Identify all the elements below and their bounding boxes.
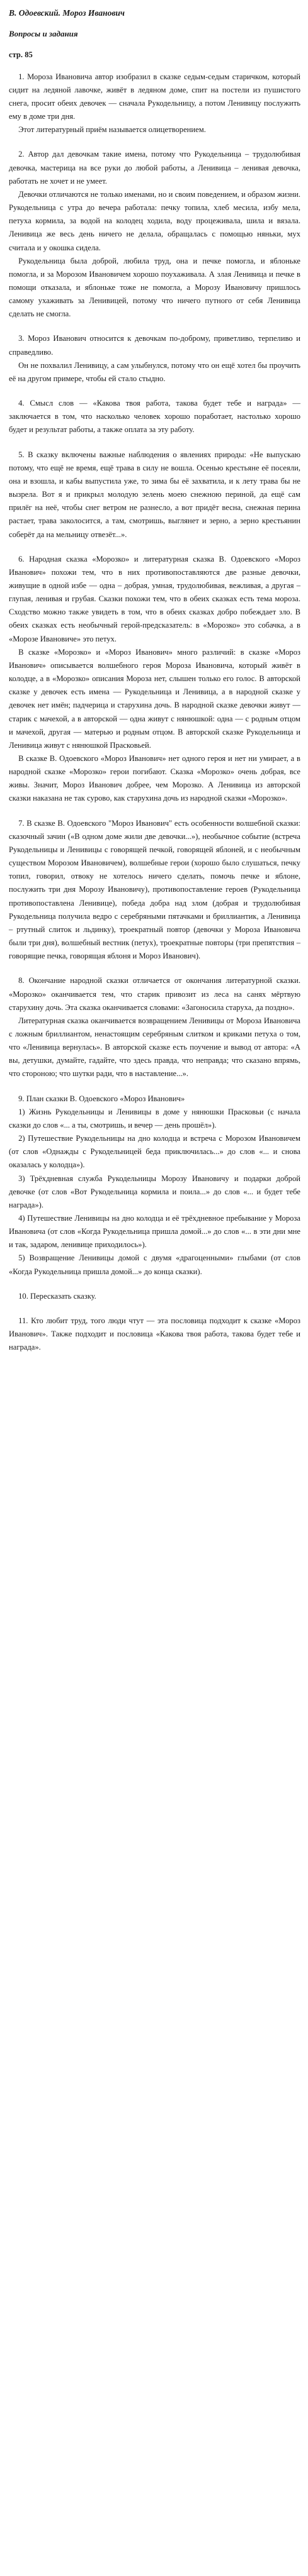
answer-paragraph: 5. В сказку включены важные наблюдения о явлениях природы: «Не выпускаю потому, что ещё не время, ещё трава в силу не вошла. Осенью крестьяне её посеяли, она и взошла, и кабы выпустила уже, то зима бы её захватила, и к лету трава бы не вызрела. Вот я и прикрыл молодую зелень моею снежною периной, да ещё сам прилёг на неё, чтобы снег ветром не разнесло, а вот придёт весна, снежная перина растает, трава заколосится, а там, смотришь, выглянет и зерно, а зерно крестьянин соберёт да на мельницу отвезёт...». [9,450,303,539]
document-header [9,6,300,62]
answer-section [9,70,303,137]
answer-paragraph: 11. Кто любит труд, того люди чтут — эта пословица подходит к сказке «Мороз Иванович». Также подходит и пословица «Какова твоя работа, такова будет тебе и награда». [9,1316,303,1352]
answer-paragraph: В сказке В. Одоевского «Мороз Иванович» нет одного героя и нет ни умирает, а в народной сказке «Морозко» герои погибают. Сказка «Морозко» очень добрая, все живы. Значит, Мороз Иванович добрее, чем Морозко. А Ленивица из авторской сказки наказана не так сурово, как старухина дочь из народной сказки «Морозко». [9,754,303,803]
section-subtitle: Вопросы и задания [9,28,78,38]
answer-paragraph: 2) Путешествие Рукодельницы на дно колодца и встреча с Морозом Ивановичем (от слов «Однажды с Рукодельницей беда приключилась...» до слов «... и снова оказалась у колодца»). [9,1134,303,1170]
answer-paragraph: Рукодельница была доброй, любила труд, она и печке помогла, и яблоньке помогла, и за Морозом Ивановичем хорошо поухаживала. А злая Ленивица и печке в помощи отказала, и яблоньке тоже не помогла, а Морозу Ивановичу пришлось самому ухаживать за Ленивицей, потому что ничего путного от себя Ленивица сделать не смогла. [9,256,303,319]
page-reference: стр. 85 [9,50,33,59]
answer-paragraph: 1. Мороза Ивановича автор изобразил в сказке седым-седым старичком, который сидит на ледяной лавочке, живёт в ледяном доме, спит на постели из пушистого снега, просит обеих девочек — сначала Рукодельницу, а потом Ленивицу послужить ему в доме три дня. [9,72,303,121]
answer-paragraph: 5) Возвращение Ленивицы домой с двумя «драгоценными» глыбами (от слов «Когда Рукодельница пришла домой...» до конца сказки). [9,1253,303,1276]
answer-section [9,397,303,436]
answer-paragraph: Девочки отличаются не только именами, но и своим поведением, и образом жизни. Рукодельница с утра до вечера работала: печку топила, хлеб месила, избу мела, петуха кормила, за водой на колодец ходила, воду процеживала, шила и вязала. Ленивица же весь день ничего не делала, обращалась с помощью няньки, мух считала и у окошка сидела. [9,189,303,252]
answer-section [9,148,303,321]
answer-paragraph: 10. Пересказать сказку. [18,1291,96,1301]
answer-section [9,1290,300,1303]
answer-section [9,1314,303,1354]
answer-paragraph: 7. В сказке В. Одоевского "Мороз Иванович" есть особенности волшебной сказки: сказочный зачин («В одном доме жили две девочки...»), необычное событие (встреча Рукодельницы и Ленивицы с говорящей печкой, говорящей яблоней, и с необычным существом Морозом Ивановичем), волшебные герои (хорошо было слушаться, печку топил, говорил, отвоку не хотелось ничего сделать, помочь печке и яблоне, послужить три дня Морозу Ивановичу), противопоставление героев (Рукодельница противопоставлена Ленивице), победа добра над злом (добрая и трудолюбивая Рукодельница получила ведро с серебряными пятачками и бриллиантик, а Ленивица – ртутный слиток и льдинку), троекратный повтор (девочки у Мороза Ивановича были три дня), волшебный вестник (петух), троекратные повторы (три препятствия – говорящие печка, говорящая яблоня и Мороз Иванович). [9,818,303,961]
answer-paragraph: 3. Мороз Иванович относится к девочкам по-доброму, приветливо, терпеливо и справедливо. [9,334,303,357]
answer-section [9,817,303,963]
answer-paragraph: Он не похвалил Ленивицу, а сам улыбнулся, потому что он ещё хотел бы проучить её на другом примере, чтобы ей стало стыдно. [9,360,303,383]
answer-section [9,448,303,541]
answer-paragraph: Этот литературный приём называется олицетворением. [18,125,206,135]
answer-paragraph: В сказке «Морозко» и «Мороз Иванович» много различий: в сказке «Мороз Иванович» описывается волшебного героя Мороза Ивановича, который живёт в колодце, а в «Морозко» описания Мороза нет, слышен только его голос. В авторской сказке у девочек есть имена — Рукодельница и Ленивица, а в народной сказке у девочек нет имён; падчерица и старухина дочь. В народной сказке девочки живут — старик с мачехой, а в авторской — одна живут с нянюшкой: одна — с родным отцом и мачехой, другая — матерью и родным отцом. В авторской сказке Рукодельница и Ленивица живут с нянюшкой Прасковьей. [9,647,303,750]
answer-paragraph: 4) Путешествие Ленивицы на дно колодца и её трёхдневное пребывание у Мороза Ивановича (от слов «Когда Рукодельница пришла домой...» до слов «... в эти дни мне и так, задаром, ленивице приходилось»). [9,1214,303,1250]
answer-section [9,332,303,386]
answers-body [9,70,303,1355]
answer-paragraph: Литературная сказка оканчивается возвращением Ленивицы от Мороза Ивановича с ложным бриллиантом, ненастоящим серебряным слитком и криками петуха о том, что «Ленивица вернулась». В авторской сказке есть поучение и вывод от автора: «А вы, детушки, думайте, гадайте, что здесь правда, что неправда; что сказано впрямь, что стороною; что шутки ради, что в наставление...». [9,1016,303,1079]
answer-section [9,974,303,1080]
answer-paragraph: 1) Жизнь Рукодельницы и Ленивицы в доме у нянюшки Прасковьи (с начала сказки до слов «... а ты, смотришь, и вечер — день прошёл»). [9,1107,303,1130]
answer-section [9,1092,303,1279]
answer-paragraph: 9. План сказки В. Одоевского «Мороз Иванович» [18,1094,185,1103]
answer-paragraph: 3) Трёхдневная служба Рукодельницы Морозу Ивановичу и подарки доброй девочке (от слов «Вот Рукодельница кормила и поила...» до слов «... и будет тебе награда»). [9,1174,303,1209]
answer-paragraph: 2. Автор дал девочкам такие имена, потому что Рукодельница – трудолюбивая девочка, мастерица на все руки до любой работы, а Ленивица – ленивая девочка, работать не хочет и не умеет. [9,150,303,186]
answer-paragraph: 4. Смысл слов — «Какова твоя работа, такова будет тебе и награда» — заключается в том, что насколько человек хорошо поработает, настолько хорошо будет и результат работы, а также оплата за эту работу. [9,399,303,435]
answer-paragraph: 6. Народная сказка «Морозко» и литературная сказка В. Одоевского «Мороз Иванович» похожи тем, что в них противопоставляются две разные девочки, живущие в одной избе — одна – добрая, умная, трудолюбивая, вежливая, а другая – глупая, ленивая и грубая. Сказки похожи тем, что в обеих сказках есть тема мороза. Сходство можно также увидеть в том, что в обеих сказках добро побеждает зло. В обеих сказках есть необычный герой-предсказатель: в «Морозко» это собачка, а в «Морозе Ивановиче» это петух. [9,554,303,643]
answer-paragraph: 8. Окончание народной сказки отличается от окончания литературной сказки. «Морозко» оканчивается тем, что старик привозит из леса на санях мёртвую старухину дочь. Эта сказка оканчивается словами: «Загоносила старуха, да поздно». [9,976,303,1012]
document-title: В. Одоевский. Мороз Иванович [9,8,125,18]
answer-section [9,553,303,806]
